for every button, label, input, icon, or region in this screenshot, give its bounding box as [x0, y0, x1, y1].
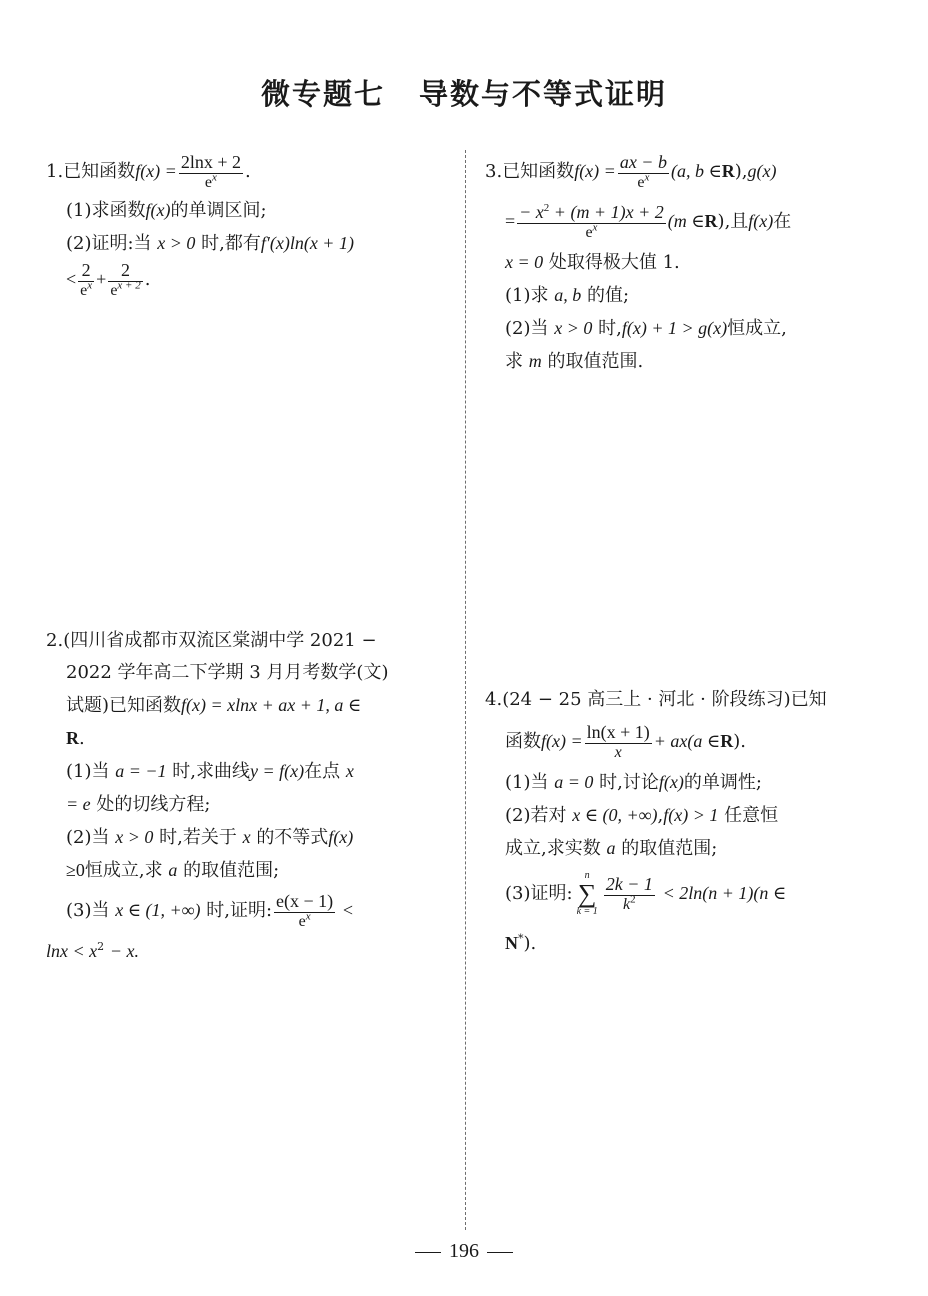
p3-g-num1: − x: [519, 202, 544, 223]
p4-q2-ineq: f(x) > 1: [663, 805, 719, 826]
p3-f2: f(x): [748, 211, 774, 232]
problem-1: [46, 152, 451, 300]
p3-f-dom-end: ),: [734, 161, 748, 183]
p1-f: f(x) =: [135, 161, 177, 182]
p2-q1-curve: y = f(x): [250, 761, 305, 781]
p4-q2c: 任意恒: [724, 805, 779, 827]
p3-f-fraction: [618, 152, 669, 192]
p1-q2: (2)证明:当: [66, 233, 152, 255]
p4-q1a: (1)当: [505, 772, 549, 794]
p3-q2-ineq: f(x) + 1 > g(x): [621, 318, 728, 339]
p4-q3-fraction: [604, 874, 655, 914]
p4-natural-sup: *: [518, 932, 524, 946]
p3-f-dom: (a, b ∈: [670, 161, 722, 182]
p3-q2a: (2)当: [505, 318, 549, 340]
p4-natural-set: N: [505, 933, 518, 954]
p2-q3-lt: <: [342, 900, 354, 921]
p3-g-num-sup: 2: [543, 202, 550, 215]
p1-fraction: [179, 152, 243, 192]
problem-3: [485, 152, 885, 378]
p4-l2a: 函数: [505, 731, 541, 753]
title-part2: 导数与不等式证明: [419, 77, 668, 111]
p4-q3-num: 2k − 1: [605, 874, 653, 895]
p1-fa-den: e: [80, 281, 88, 299]
p3-f-num: ax − b: [619, 152, 667, 172]
p2-q3a: (3)当: [66, 900, 110, 922]
p2-function: f(x) = xlnx + ax + 1, a ∈: [181, 695, 362, 715]
p3-q1-vars: a, b: [554, 285, 582, 306]
p3-g-num2: + (m + 1)x + 2: [549, 202, 664, 223]
page-footer: [0, 1240, 928, 1263]
p1-end: .: [244, 161, 251, 183]
p1-q1-f: f(x): [145, 200, 171, 221]
p2-q1c: 在点: [304, 761, 341, 782]
p2-q3-tail1: lnx < x: [46, 941, 98, 962]
p2-q1a: (1)当: [66, 761, 110, 782]
p4-q3-den: k: [623, 895, 631, 913]
problem-2: [46, 625, 451, 968]
p2-q2d-expr: ≥0: [66, 860, 85, 880]
p2-q2c: 的不等式: [256, 827, 329, 848]
p3-eq: =: [505, 211, 516, 232]
p3-q2b: 时,: [598, 318, 622, 340]
p2-q3-sup: x: [305, 910, 311, 923]
p2-q1d: 处的切线方程;: [96, 794, 211, 815]
p4-q3-tail: < 2ln(n + 1)(n ∈: [662, 883, 787, 904]
p4-q1c: 的单调性;: [683, 772, 762, 794]
p2-number: 2.: [46, 630, 64, 651]
p1-fa-num: 2: [81, 260, 91, 281]
p2-q3-expr: x ∈ (1, +∞): [115, 900, 201, 921]
p3-q2-m: m: [528, 351, 542, 372]
p4-number: 4.: [485, 689, 503, 710]
p3-at: 在: [773, 211, 792, 233]
p3-real-set-1: R: [721, 161, 735, 182]
p4-l2-end: ).: [733, 731, 746, 753]
p1-frac-b: [108, 260, 142, 300]
p2-source-3: 试题)已知函数: [66, 695, 182, 716]
p4-q2-a: a: [606, 838, 616, 859]
p2-q2b: 时,若关于: [159, 827, 237, 848]
p2-q2-a: a: [168, 860, 178, 880]
p4-q2d: 成立,求实数: [505, 838, 601, 860]
p4-sum-top: n: [584, 870, 590, 882]
p2-q2-expr: x > 0: [115, 827, 154, 847]
p1-lead: 已知函数: [63, 161, 136, 183]
p1-frac-num: 2lnx + 2: [180, 152, 241, 172]
p3-g-sup: x: [592, 221, 598, 234]
p4-l2-tail: + ax(a ∈: [653, 731, 721, 752]
problem-4: [485, 684, 885, 960]
p3-q1a: (1)求: [505, 285, 549, 307]
p2-q1-expr: a = −1: [115, 761, 167, 781]
p2-q2d: 恒成立,求: [84, 860, 163, 881]
p4-q2a: (2)若对: [505, 805, 567, 827]
p2-source-1: (四川省成都市双流区棠湖中学 2021 −: [63, 630, 377, 651]
p3-q1b: 的值;: [586, 285, 630, 307]
p3-f-den: e: [637, 173, 645, 191]
p4-n-end: ).: [523, 933, 537, 955]
p4-q1b: 时,讨论: [599, 772, 659, 794]
p3-real-set-2: R: [704, 211, 718, 232]
p4-q2e: 的取值范围;: [621, 838, 718, 860]
p2-q3-num: e(x − 1): [276, 891, 334, 911]
p1-q1: (1)求函数: [66, 200, 146, 222]
p4-sum-bottom: k = 1: [576, 906, 598, 918]
p2-q3-fraction: [274, 891, 335, 931]
p2-q2-x: x: [242, 827, 251, 847]
p2-q2a: (2)当: [66, 827, 110, 848]
p2-q1d-expr: = e: [66, 794, 91, 814]
p3-g-den: e: [585, 223, 593, 241]
p1-fb-den: e: [110, 281, 118, 299]
p3-f: f(x) =: [574, 161, 616, 182]
title-part1: 微专题七: [260, 77, 385, 111]
p2-q3b: 时,证明:: [206, 900, 273, 922]
p1-q2-mid: 时,都有: [201, 233, 261, 255]
p3-l3-expr: x = 0: [505, 252, 544, 273]
p1-q2-expr: f′(x)ln(x + 1): [260, 233, 354, 254]
p4-frac-num: ln(x + 1): [586, 722, 650, 742]
p3-q2-expr: x > 0: [554, 318, 593, 339]
p2-source-2: 2022 学年高二下学期 3 月月考数学(文): [66, 662, 389, 683]
p2-q3-tail2: − x.: [109, 941, 140, 962]
p4-q2-expr: x ∈ (0, +∞): [572, 805, 658, 826]
p4-frac-den: x: [614, 743, 622, 761]
page-title: [0, 72, 928, 113]
column-divider: [465, 150, 466, 1230]
p1-frac-den: e: [204, 173, 212, 191]
p1-fa-sup: x: [87, 279, 93, 292]
p3-g: g(x): [747, 161, 777, 182]
footer-dash-left: [415, 1252, 441, 1253]
p3-q2c: 恒成立,: [727, 318, 787, 340]
p3-and: 且: [730, 211, 749, 233]
p3-g-dom: (m ∈: [667, 211, 705, 232]
p1-frac-sup: x: [212, 171, 217, 184]
p3-g-dom-end: ),: [717, 211, 731, 233]
p4-q1-expr: a = 0: [554, 772, 594, 793]
p1-lt: <: [66, 269, 77, 290]
p4-l2-f: f(x) =: [541, 731, 583, 752]
p1-frac-a: [78, 260, 94, 300]
p2-real-dot: .: [79, 728, 85, 749]
p3-f-sup: x: [644, 171, 650, 184]
p4-q3-den-sup: 2: [630, 893, 636, 906]
p4-q3a: (3)证明:: [505, 883, 573, 905]
p1-dot: .: [144, 269, 151, 291]
p3-g-fraction: [517, 202, 666, 242]
p1-q1-end: 的单调区间;: [170, 200, 267, 222]
p4-real-set: R: [720, 731, 734, 752]
p2-q3-sup2: 2: [97, 940, 105, 954]
p2-q2e: 的取值范围;: [183, 860, 280, 881]
p4-sum-sign: ∑: [577, 879, 597, 909]
p2-real-set: R: [66, 728, 79, 748]
p2-q3-den: e: [298, 912, 306, 930]
p3-q2d: 求: [505, 351, 523, 373]
p4-source: (24 − 25 高三上 · 河北 · 阶段练习)已知: [502, 689, 827, 710]
p1-fb-sup: x + 2: [117, 279, 141, 292]
p2-q2-f: f(x): [328, 827, 354, 847]
p3-l3: 处取得极大值 1.: [548, 252, 680, 274]
p3-lead: 已知函数: [502, 161, 575, 183]
p1-plus: +: [96, 269, 107, 290]
p1-fb-num: 2: [121, 260, 131, 281]
p2-q1-x: x: [345, 761, 354, 781]
p2-q1b: 时,求曲线: [172, 761, 250, 782]
p3-number: 3.: [485, 161, 503, 183]
p1-number: 1.: [46, 161, 64, 183]
p4-q2b: ,: [657, 805, 664, 827]
p4-fraction: [585, 722, 652, 762]
footer-dash-right: [487, 1252, 513, 1253]
page-number: 196: [449, 1240, 479, 1262]
p4-summation: [577, 871, 598, 917]
p3-q2e: 的取值范围.: [547, 351, 644, 373]
p4-q1-f: f(x): [658, 772, 684, 793]
p1-q2-cond: x > 0: [157, 233, 196, 254]
